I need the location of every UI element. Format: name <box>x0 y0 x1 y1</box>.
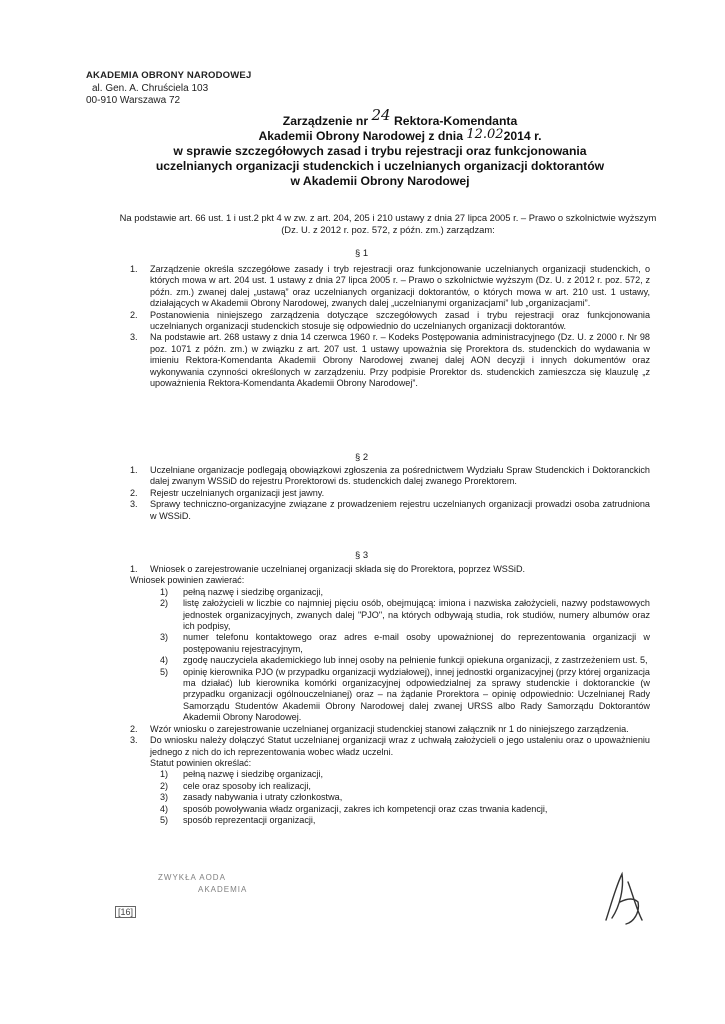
page-number-mark: [16] <box>115 906 136 918</box>
section-3-heading: § 3 <box>355 549 369 560</box>
section-2-item: 1. Uczelniane organizacje podlegają obowiązkowi zgłoszenia za pośrednictwem Wydziału Spraw Studenckich i Doktoranckich dalej zwanym WSSiD do rejestru Prorektorowi ds. studenckich dalej zwanego Prorektorem. <box>130 465 650 487</box>
sender-street: al. Gen. A. Chruściela 103 <box>92 82 209 94</box>
section-2-heading: § 2 <box>355 451 369 462</box>
list-item: 2) listę założycieli w liczbie co najmniej pięciu osób, obejmującą: imiona i nazwiska założycieli, nazwy podstawowych jednostek organizacyjnych, zwanych dalej "PJO", na których odbywają studia, rok studiów, numery albumów oraz ich podpisy, <box>160 598 650 632</box>
section-2 <box>130 465 650 522</box>
document-title <box>110 106 650 189</box>
section-3 <box>130 564 650 826</box>
signature-icon <box>598 868 648 928</box>
section-3-item: 2. Wzór wniosku o zarejestrowanie uczelnianej organizacji studenckiej stanowi załącznik nr 1 do niniejszego zarządzenia. <box>130 723 629 734</box>
sender-address <box>86 70 251 108</box>
title-line-2: Akademii Obrony Narodowej z dnia 12.022014 r. <box>258 127 542 143</box>
legal-basis: Na podstawie art. 66 ust. 1 i ust.2 pkt 4 w zw. z art. 204, 205 i 210 ustawy z dnia 27 lipca 2005 r. – Prawo o szkolnictwie wyższym (Dz. U. z 2012 r. poz. 572, z późn. zm.) zarządzam: <box>119 212 657 235</box>
handwritten-date: 12.02 <box>466 127 504 142</box>
section-3-item: 3. Do wniosku należy dołączyć Statut uczelnianej organizacji wraz z uchwałą założycieli o jego ustaleniu oraz o upoważnieniu jednego z nich do ich reprezentowania wobec władz uczelni. <box>130 735 650 757</box>
faded-stamp: ZWYKŁA AODA AKADEMIA <box>158 873 248 894</box>
title-line-5: w Akademii Obrony Narodowej <box>290 174 470 188</box>
list-item: 3) zasady nabywania i utraty członkostwa, <box>160 792 343 803</box>
title-line-1: Zarządzenie nr 24 Rektora-Komendanta <box>282 106 518 128</box>
section-1-item: 3. Na podstawie art. 268 ustawy z dnia 14 czerwca 1960 r. – Kodeks Postępowania administracyjnego (Dz. U. z 2000 r. Nr 98 poz. 1071 z późn. zm.) w związku z art. 207 ust. 1 ustawy upoważnia się Prorektora ds. studenckich do wydawania w imieniu Rektora-Komendanta Akademii Obrony Narodowej zwanej dalej AON decyzji i innych dokumentów oraz wykonywania czynności określonych w zarządzeniu. Przy podpisie Prorektor ds. studenckich zamieszcza się klauzulę „z upoważnienia Rektora-Komendanta Akademii Obrony Narodowej”. <box>130 332 650 389</box>
list-item: 1) pełną nazwę i siedzibę organizacji, <box>160 769 324 780</box>
title-line-4: uczelnianych organizacji studenckich i uczelnianych organizacji doktorantów <box>155 159 605 173</box>
section-2-item: 3. Sprawy techniczno-organizacyjne związane z prowadzeniem rejestru uczelnianych organizacji prowadzi osoba zatrudniona w WSSiD. <box>130 499 650 521</box>
section-3-item: 1. Wniosek o zarejestrowanie uczelnianej organizacji składa się do Prorektora, poprzez WSSiD. <box>130 564 526 574</box>
sender-institution: AKADEMIA OBRONY NARODOWEJ <box>86 70 252 81</box>
section-3-list-intro: Wniosek powinien zawierać: <box>130 575 245 586</box>
handwritten-number: 24 <box>371 106 391 124</box>
list-item: 4) zgodę nauczyciela akademickiego lub innej osoby na pełnienie funkcji opiekuna organizacji, z zastrzeżeniem ust. 5, <box>160 655 648 666</box>
section-3-list-intro: Statut powinien określać: <box>150 757 252 768</box>
section-1-item: 2. Postanowienia niniejszego zarządzenia dotyczące szczegółowych zasad i trybu rejestracji oraz funkcjonowania uczelnianych organizacji studenckich stosuje się odpowiednio do uczelnianych organizacji doktorantów. <box>130 309 650 332</box>
section-1-heading: § 1 <box>355 247 369 258</box>
list-item: 5) opinię kierownika PJO (w przypadku organizacji wydziałowej), innej jednostki organizacyjnej (przy której organizacja ma działać) lub kierownika komórki organizacyjnej odpowiedzialnej za sprawy studenckie i doktoranckie (w przypadku organizacji ogólnouczelnianej) oraz – na żądanie Prorektora – opinię odpowiednio: Uczelnianej Rady Samorządu Studentów Akademii Obrony Narodowej dalej zwanej URSS albo Rady Samorządu Doktorantów Akademii Obrony Narodowej. <box>160 666 650 723</box>
list-item: 1) pełną nazwę i siedzibę organizacji, <box>160 586 324 597</box>
title-line-3: w sprawie szczegółowych zasad i trybu rejestracji oraz funkcjonowania <box>173 144 587 158</box>
list-item: 2) cele oraz sposoby ich realizacji, <box>160 780 311 791</box>
sender-city: 00-910 Warszawa 72 <box>86 95 181 106</box>
list-item: 4) sposób powoływania władz organizacji, zakres ich kompetencji oraz czas trwania kadencji, <box>160 803 548 814</box>
section-1 <box>130 264 650 389</box>
list-item: 3) numer telefonu kontaktowego oraz adres e-mail osoby upoważnionej do reprezentowania organizacji w postępowaniu rejestracyjnym, <box>160 632 650 654</box>
section-1-item: 1. Zarządzenie określa szczegółowe zasady i tryb rejestracji oraz funkcjonowanie uczelnianych organizacji studenckich, o których mowa w art. 204 ust. 1 ustawy z dnia 27 lipca 2005 r. – Prawo o szkolnictwie wyższym (Dz. U. z 2012 r. poz. 572, z późn. zm.) zwanej dalej „ustawą” oraz uczelnianych organizacji doktorantów, o których mowa w art. 210 ust. 1 ustawy, działających w Akademii Obrony Narodowej, zwanych dalej „uczelnianymi organizacjami” lub „organizacjami”. <box>130 264 650 309</box>
list-item: 5) sposób reprezentacji organizacji, <box>160 814 316 825</box>
section-2-item: 2. Rejestr uczelnianych organizacji jest jawny. <box>130 487 325 498</box>
